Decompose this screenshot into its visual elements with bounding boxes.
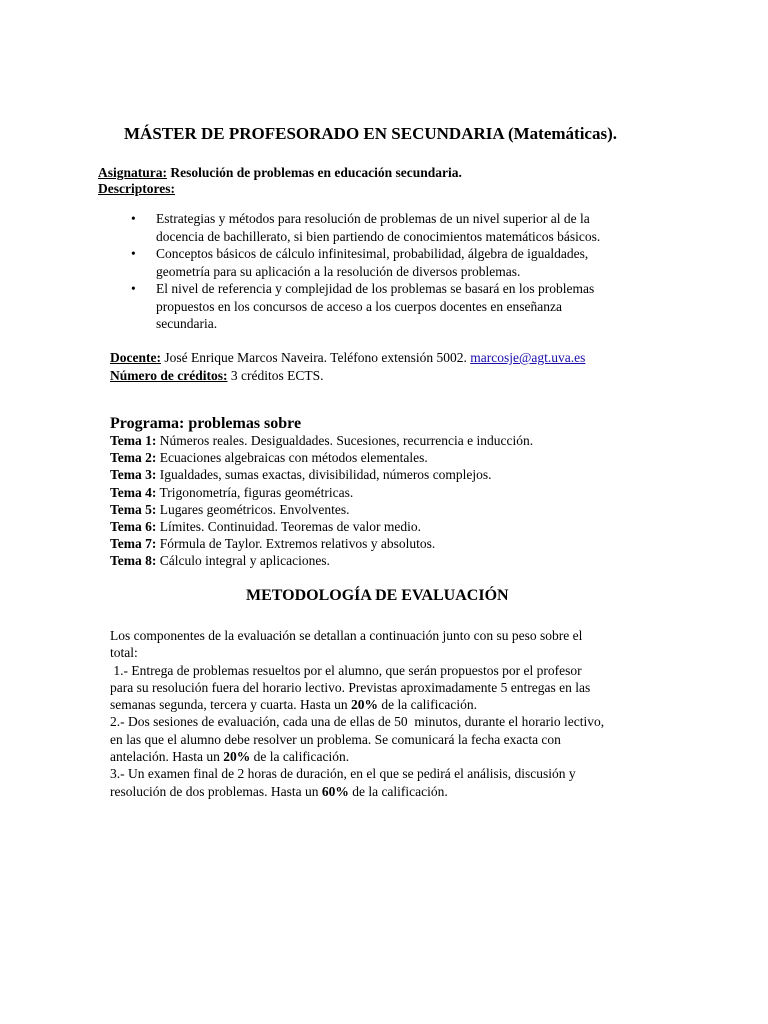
metodologia-text: 2.- Dos sesiones de evaluación, cada una de ellas de 50 minutos, durante el horario lectivo, bbox=[110, 714, 605, 730]
tema-row bbox=[110, 449, 533, 466]
metodologia-text: semanas segunda, tercera y cuarta. Hasta un bbox=[110, 697, 352, 713]
metodologia-text: total: bbox=[110, 645, 138, 661]
metodologia-line bbox=[110, 644, 710, 661]
metodologia-line bbox=[110, 627, 710, 644]
metodologia-line bbox=[110, 713, 710, 730]
temas-list bbox=[110, 432, 533, 570]
tema-text: Números reales. Desigualdades. Sucesiones, recurrencia e inducción. bbox=[156, 433, 534, 448]
metodologia-text: 3.- Un examen final de 2 horas de duración, en el que se pedirá el análisis, discusión y bbox=[110, 766, 576, 782]
tema-label: Tema 6: bbox=[110, 519, 157, 535]
tema-label: Tema 4: bbox=[110, 484, 157, 500]
metodologia-text: Los componentes de la evaluación se detallan a continuación junto con su peso sobre el bbox=[110, 628, 583, 643]
metodologia-text: de la calificación. bbox=[378, 697, 477, 713]
metodologia-line bbox=[110, 783, 710, 800]
bullet-icon: • bbox=[131, 211, 136, 226]
tema-row bbox=[110, 518, 533, 535]
tema-label: Tema 7: bbox=[110, 536, 157, 552]
metodologia-text: 1.- Entrega de problemas resueltos por el alumno, que serán propuestos por el profesor bbox=[110, 662, 582, 678]
asignatura-label: Asignatura: bbox=[98, 165, 168, 180]
descriptor-line: Conceptos básicos de cálculo infinitesimal, probabilidad, álgebra de igualdades, bbox=[156, 246, 589, 261]
tema-label: Tema 3: bbox=[110, 467, 157, 483]
metodologia-text: antelación. Hasta un bbox=[110, 749, 224, 765]
weight-percent: 20% bbox=[351, 697, 379, 713]
tema-label: Tema 1: bbox=[110, 433, 157, 448]
descriptor-line: docencia de bachillerato, si bien partiendo de conocimientos matemáticos básicos. bbox=[156, 228, 601, 244]
metodologia-line bbox=[110, 679, 710, 696]
descriptor-item bbox=[131, 210, 691, 245]
tema-text: Cálculo integral y aplicaciones. bbox=[156, 553, 330, 569]
tema-text: Trigonometría, figuras geométricas. bbox=[156, 484, 354, 500]
descriptor-line: geometría para su aplicación a la resolución de diversos problemas. bbox=[156, 263, 521, 279]
tema-row bbox=[110, 535, 533, 552]
tema-row bbox=[110, 501, 533, 518]
email-link[interactable]: marcosje@agt.uva.es bbox=[470, 350, 586, 365]
metodologia-line bbox=[110, 765, 710, 782]
metodologia-text: en las que el alumno debe resolver un problema. Se comunicará la fecha exacta con bbox=[110, 731, 561, 747]
metodologia-text: de la calificación. bbox=[250, 749, 350, 765]
tema-row bbox=[110, 484, 533, 501]
tema-row bbox=[110, 466, 533, 483]
tema-row bbox=[110, 432, 533, 449]
bullet-icon: • bbox=[131, 281, 136, 296]
tema-label: Tema 5: bbox=[110, 501, 157, 517]
descriptor-item bbox=[131, 245, 691, 280]
tema-text: Límites. Continuidad. Teoremas de valor medio. bbox=[156, 519, 422, 535]
tema-row bbox=[110, 552, 533, 569]
tema-text: Igualdades, sumas exactas, divisibilidad, números complejos. bbox=[156, 467, 492, 483]
metodologia-text: para su resolución fuera del horario lectivo. Previstas aproximadamente 5 entregas en las bbox=[110, 679, 591, 695]
descriptor-line: propuestos en los concursos de acceso a los cuerpos docentes en enseñanza bbox=[156, 298, 562, 314]
metodologia-heading: METODOLOGÍA DE EVALUACIÓN bbox=[246, 587, 509, 604]
tema-text: Lugares geométricos. Envolventes. bbox=[156, 501, 350, 517]
weight-percent: 60% bbox=[321, 783, 349, 799]
creditos-line bbox=[110, 367, 323, 385]
descriptores-list bbox=[131, 210, 691, 333]
tema-label: Tema 2: bbox=[110, 450, 157, 466]
tema-text: Ecuaciones algebraicas con métodos elementales. bbox=[156, 450, 428, 466]
descriptor-line: Estrategias y métodos para resolución de problemas de un nivel superior al de la bbox=[156, 211, 590, 226]
descriptores-label: Descriptores: bbox=[98, 181, 175, 196]
tema-label: Tema 8: bbox=[110, 553, 157, 569]
creditos-label: Número de créditos: bbox=[110, 368, 228, 383]
metodologia-line bbox=[110, 748, 710, 765]
weight-percent: 20% bbox=[223, 749, 251, 765]
metodologia-line bbox=[110, 662, 710, 679]
docente-label: Docente: bbox=[110, 350, 161, 365]
asignatura-line bbox=[98, 164, 462, 182]
metodologia-text: resolución de dos problemas. Hasta un bbox=[110, 783, 322, 799]
docente-line bbox=[110, 349, 585, 367]
tema-text: Fórmula de Taylor. Extremos relativos y absolutos. bbox=[156, 536, 436, 552]
descriptor-item bbox=[131, 280, 691, 333]
metodologia-paragraph bbox=[110, 627, 710, 800]
metodologia-line bbox=[110, 696, 710, 713]
metodologia-text: de la calificación. bbox=[348, 783, 448, 799]
asignatura-value: Resolución de problemas en educación secundaria. bbox=[170, 165, 462, 180]
bullet-icon: • bbox=[131, 246, 136, 261]
descriptor-line: secundaria. bbox=[156, 316, 218, 331]
descriptor-line: El nivel de referencia y complejidad de los problemas se basará en los problemas bbox=[156, 281, 595, 296]
document-title: MÁSTER DE PROFESORADO EN SECUNDARIA (Matemáticas). bbox=[124, 124, 617, 143]
programa-heading: Programa: problemas sobre bbox=[110, 415, 302, 432]
metodologia-line bbox=[110, 731, 710, 748]
creditos-value: 3 créditos ECTS. bbox=[227, 368, 324, 383]
docente-value: José Enrique Marcos Naveira. Teléfono extensión 5002. bbox=[160, 350, 471, 365]
